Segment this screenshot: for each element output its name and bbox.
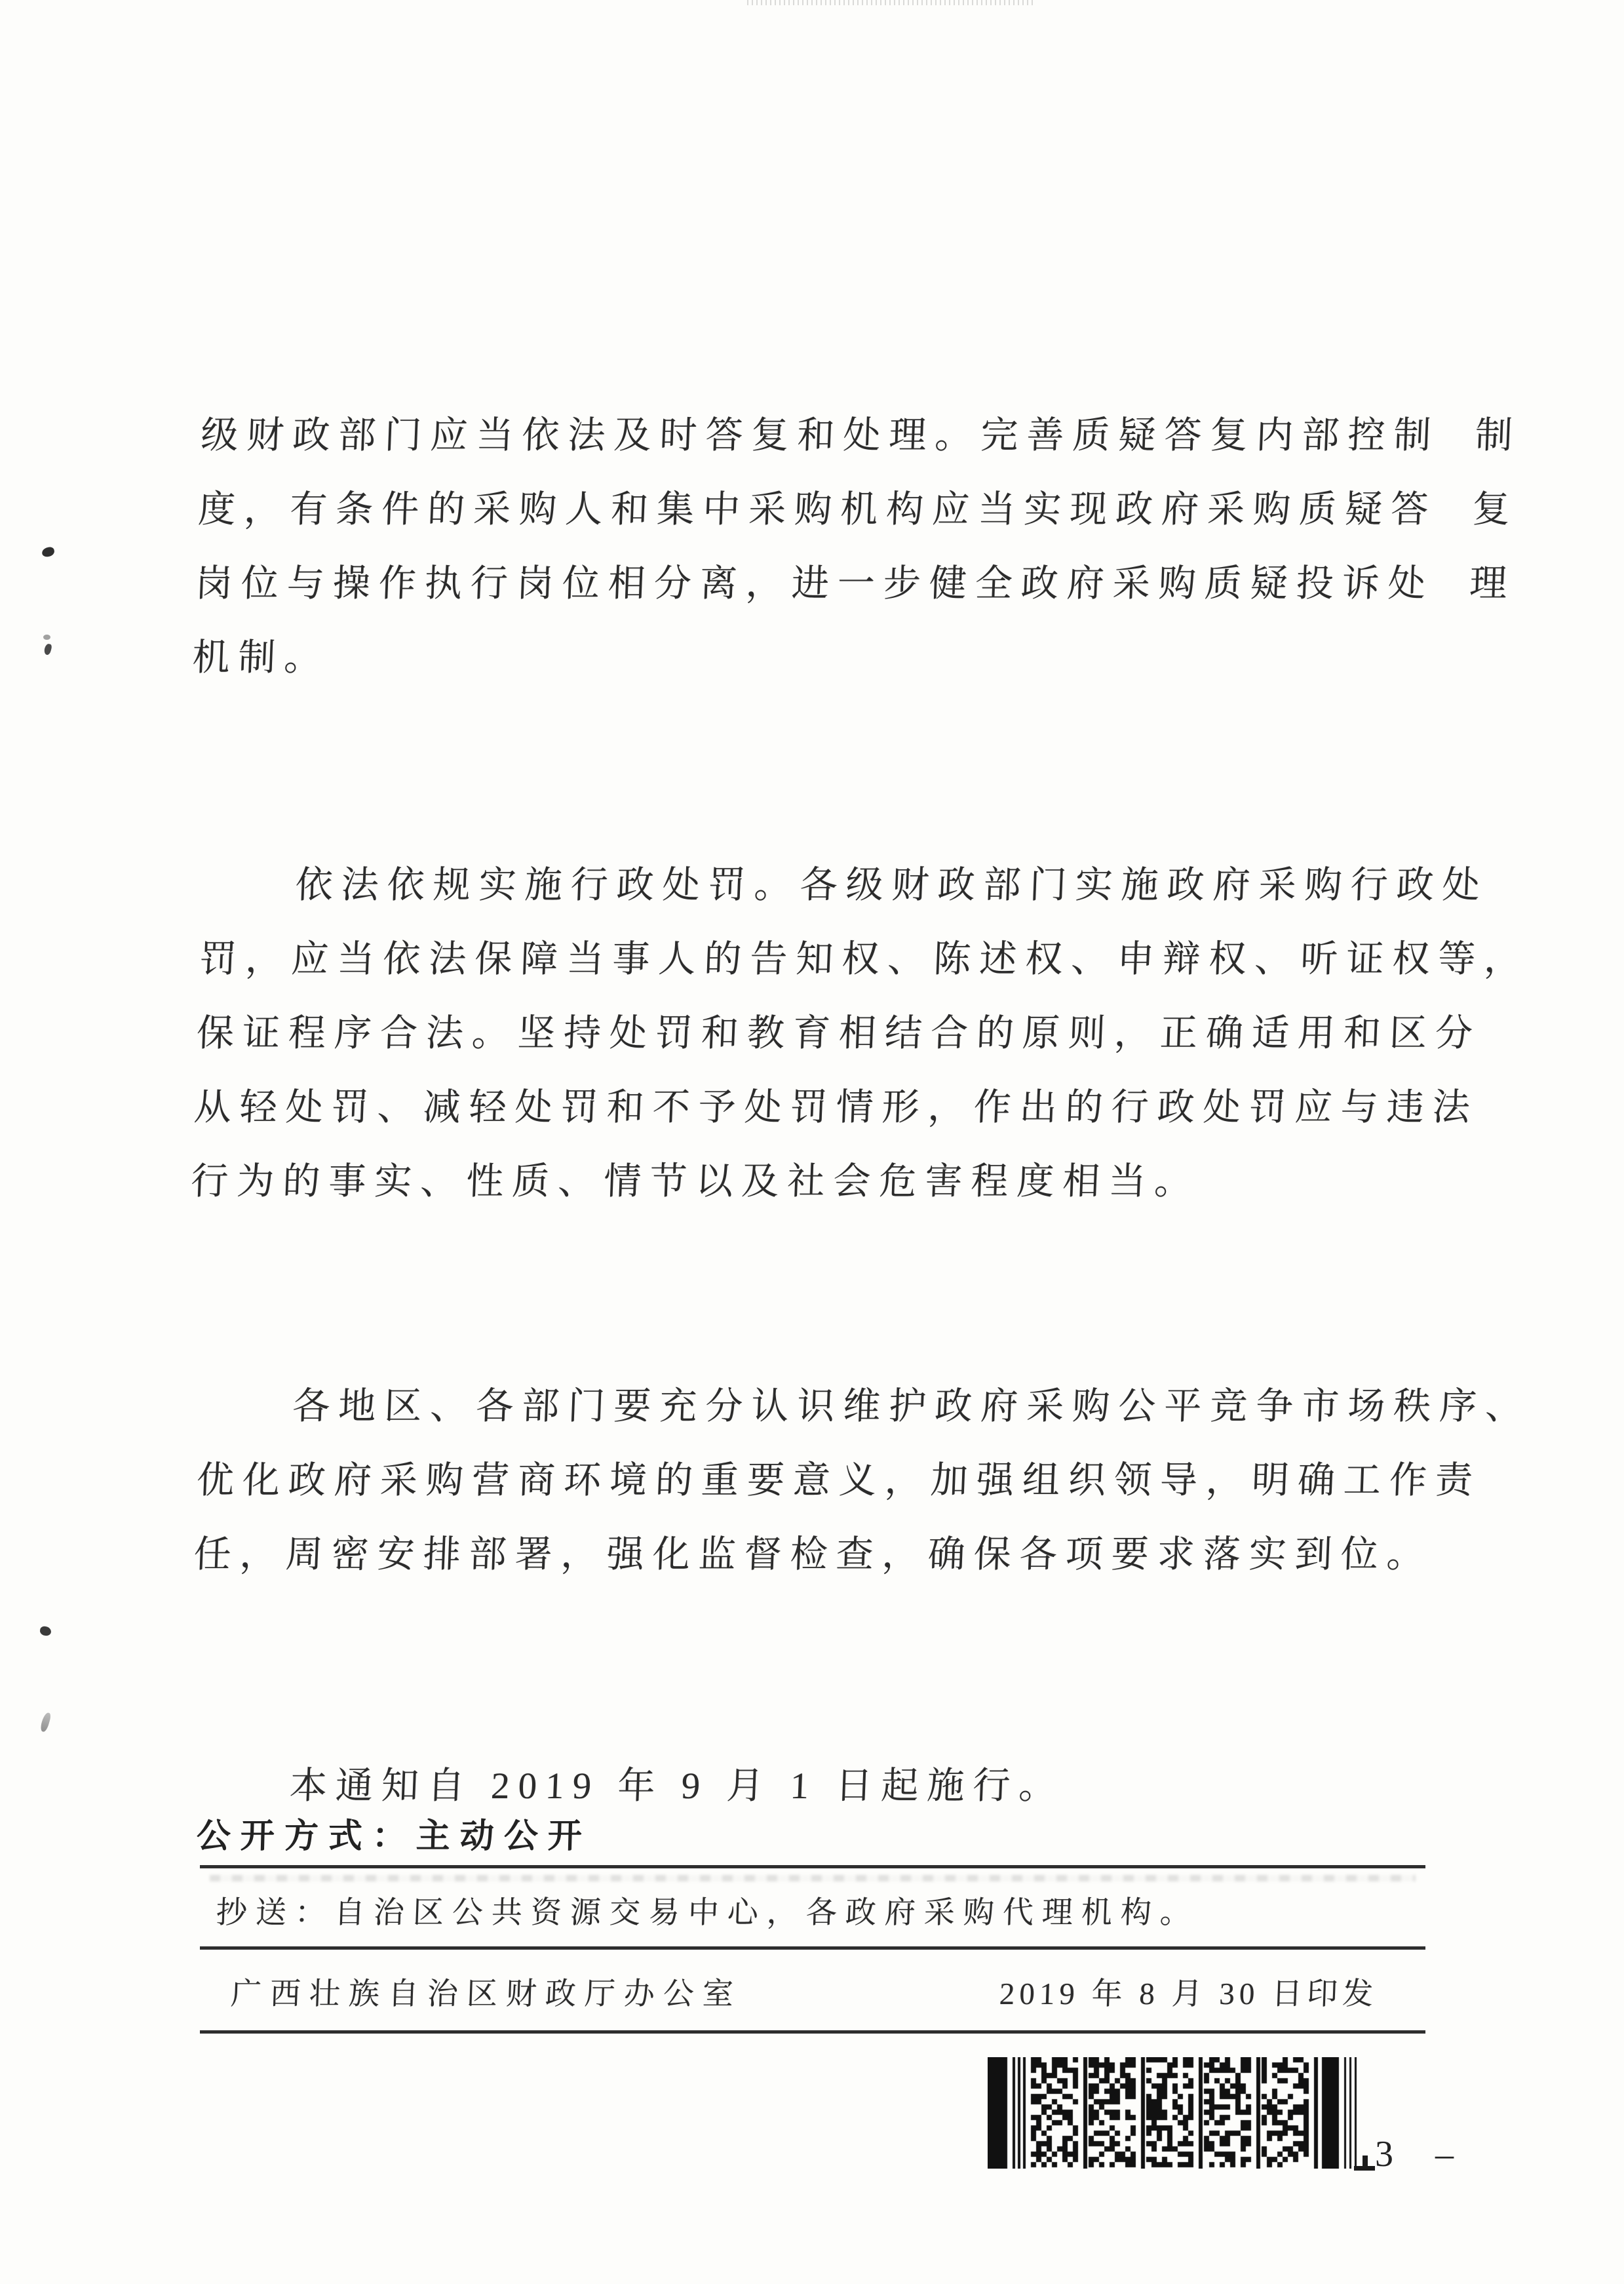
issuing-office: 广西壮族自治区财政厅办公室 [229, 1977, 743, 2011]
barcode [988, 2057, 1374, 2169]
divider-line [200, 1946, 1425, 1950]
paragraph: 各地区、各部门要充分认识维护政府采购公平竞争市场秩序、 优化政府采购营商环境的重要意义，加强组织领导，明确工作责 任，周密安排部署，强化监督检查，确保各项要求落实到位。 [193, 1386, 1532, 1575]
ink-speck [39, 1626, 52, 1636]
paragraph: 依法依规实施行政处罚。各级财政部门实施政府采购行政处 罚，应当依法保障当事人的告知权、陈述权、申辩权、听证权等， 保证程序合法。坚持处罚和教育相结合的原则，正确适用和区分 从轻处罚、减轻处罚和不予处罚情形，作出的行政处罚应与违法 行为的事实、性质、情节以及社会危害程度相当。 [190, 865, 1531, 1202]
divider-line [200, 2030, 1425, 2034]
page-number: 3 – [1375, 2134, 1461, 2175]
ink-speck [39, 1712, 52, 1733]
divider-line [200, 1865, 1425, 1868]
publicity-method-line: 公开方式：主动公开 [196, 1817, 592, 1855]
page-number-partial-digit [1354, 2166, 1375, 2171]
cc-line: 抄送：自治区公共资源交易中心，各政府采购代理机构。 [215, 1896, 1200, 1930]
ink-speck [43, 635, 50, 640]
document-body [190, 250, 1579, 1971]
print-date: 2019 年 8 月 30 日印发 [998, 1977, 1379, 2011]
paragraph-continuation: 级财政部门应当依法及时答复和处理。完善质疑答复内部控制 制 度，有条件的采购人和集中采购机构应当实现政府采购质疑答 复 岗位与操作执行岗位相分离，进一步健全政府采购质疑投诉处 理 机制。 [191, 415, 1522, 679]
paragraph-effective-date: 本通知自 2019 年 9 月 1 日起施行。 [288, 1765, 1066, 1807]
ink-speck [43, 643, 52, 656]
scan-artifact-top-edge [747, 0, 1035, 5]
scan-smear [210, 1875, 1416, 1881]
ink-speck [41, 546, 55, 558]
